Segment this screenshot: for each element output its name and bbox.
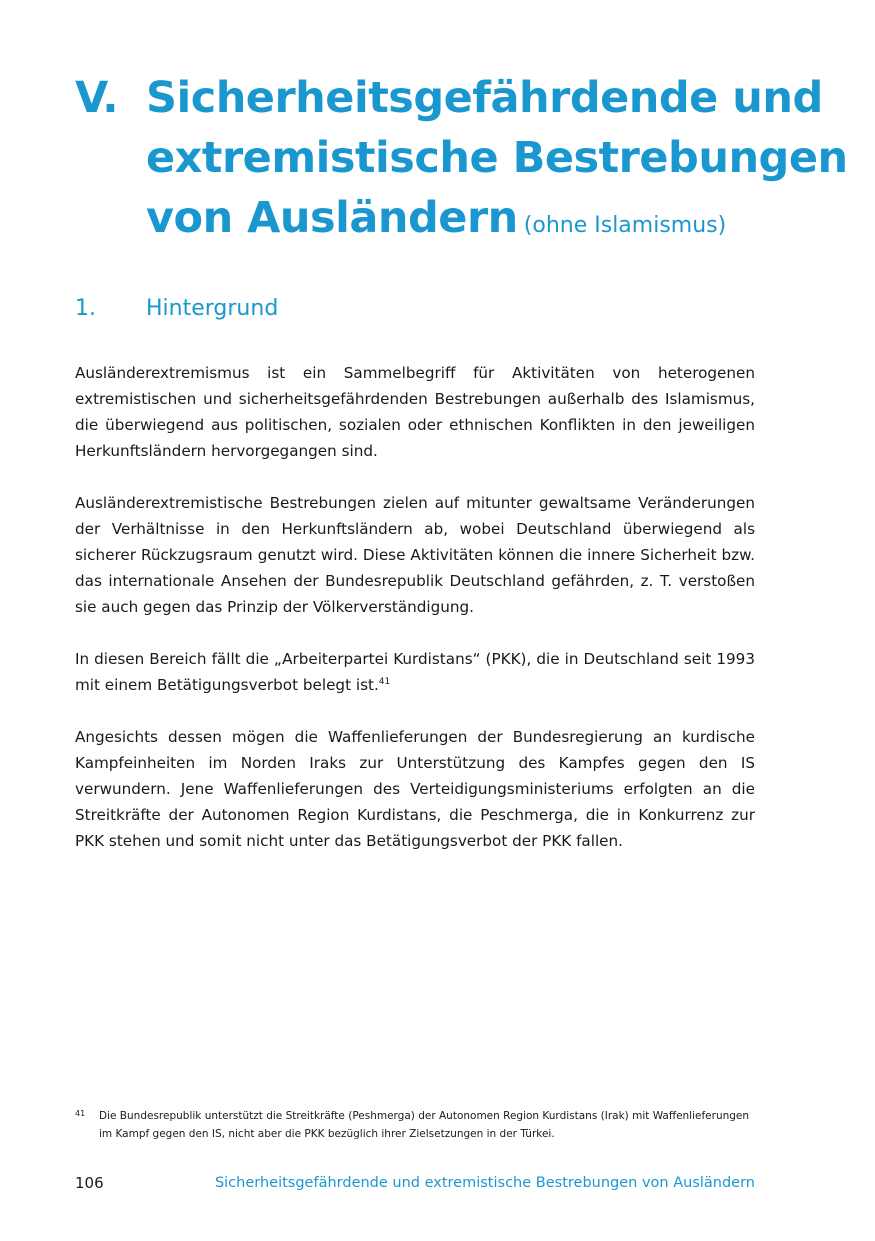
running-title: Sicherheitsgefährdende und extremistische Bestrebungen von Ausländern xyxy=(214,1175,755,1191)
footnote-number: 41 xyxy=(75,1109,86,1118)
chapter-number: V. xyxy=(75,73,119,123)
section-number: 1. xyxy=(75,296,96,321)
footnote-reference[interactable]: 41 xyxy=(378,676,391,687)
body-text xyxy=(75,360,755,880)
section-title: Hintergrund xyxy=(146,296,279,321)
footnote-text: Die Bundesrepublik unterstützt die Streitkräfte (Peshmerga) der Autonomen Region Kurdistans (Irak) mit Waffenlieferungen im Kampf gegen den IS, nicht aber die PKK bezüglich ihrer Zielsetzungen in der Türkei. xyxy=(99,1110,750,1140)
chapter-subtitle: (ohne Islamismus) xyxy=(523,213,727,238)
paragraph-2: Ausländerextremistische Bestrebungen zielen auf mitunter gewaltsame Veränderungen der Verhältnisse in den Herkunftsländern ab, wobei Deutschland überwiegend als sicherer Rückzugsraum genutzt wird. Diese Aktivitäten können die innere Sicherheit bzw. das internationale Ansehen der Bundesrepublik Deutschland gefährden, z. T. verstoßen sie auch gegen das Prinzip der Völkerverständigung. xyxy=(75,494,755,616)
paragraph-3-text: In diesen Bereich fällt die „Arbeiterpartei Kurdistans“ (PKK), die in Deutschland seit 1993 mit einem Betätigungsverbot belegt ist. xyxy=(75,650,755,694)
chapter-title-line-3 xyxy=(146,188,806,256)
footnote xyxy=(75,1107,755,1143)
paragraph-4: Angesichts dessen mögen die Waffenlieferungen der Bundesregierung an kurdische Kampfeinheiten im Norden Iraks zur Unterstützung des Kampfes gegen den IS verwundern. Jene Waffenlieferungen des Verteidigungsministeriums erfolgten an die Streitkräfte der Autonomen Region Kurdistans, die Peschmerga, die in Konkurrenz zur PKK stehen und somit nicht unter das Betätigungsverbot der PKK fallen. xyxy=(75,728,755,850)
paragraph-3 xyxy=(75,646,755,698)
page-number: 106 xyxy=(75,1174,104,1192)
paragraph-1: Ausländerextremismus ist ein Sammelbegriff für Aktivitäten von heterogenen extremistischen und sicherheitsgefährdenden Bestrebungen außerhalb des Islamismus, die überwiegend aus politischen, sozialen oder ethnischen Konflikten in den jeweiligen Herkunftsländern hervorgegangen sind. xyxy=(75,364,755,460)
chapter-title-line-2: extremistische Bestrebungen xyxy=(146,133,848,183)
chapter-title-line-3-text: von Ausländern xyxy=(146,193,518,243)
chapter-title xyxy=(146,68,848,256)
chapter-title-line-1: Sicherheitsgefährdende und xyxy=(146,73,823,123)
